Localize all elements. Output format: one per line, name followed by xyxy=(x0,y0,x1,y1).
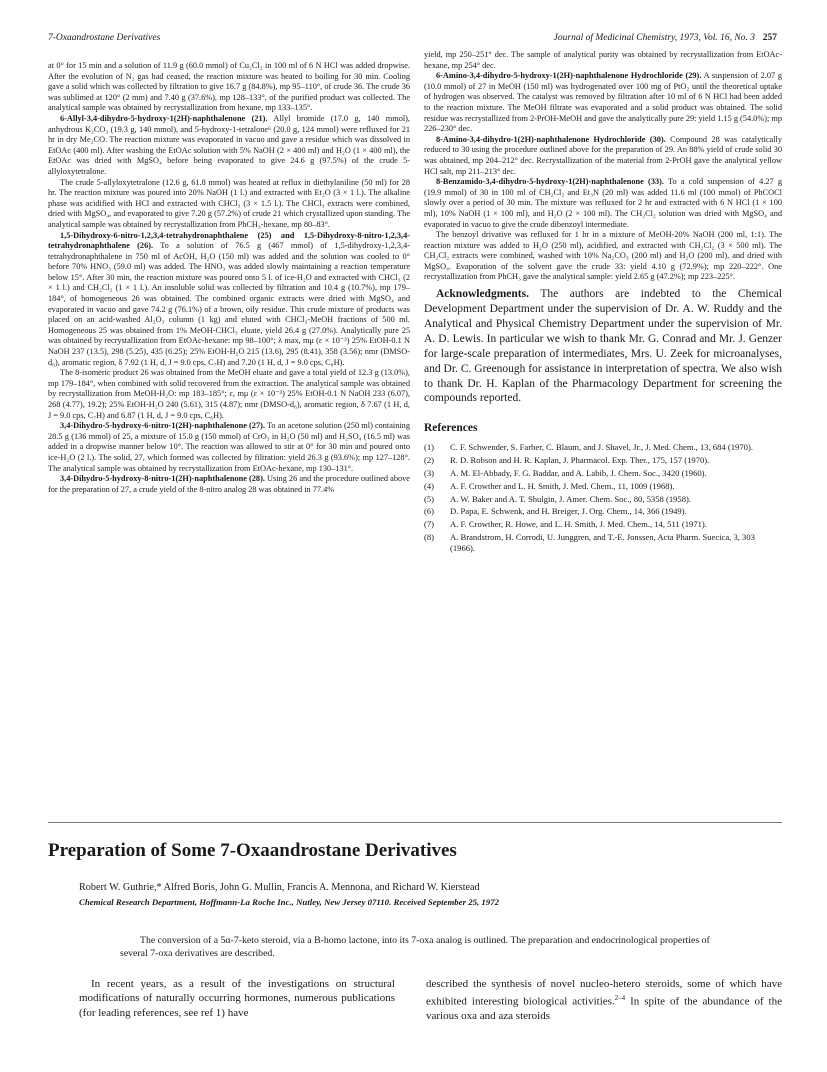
paragraph: The benzoyl drivative was refluxed for 1 hr in a mixture of MeOH-20% NaOH (200 ml, 1:1). The reaction mixture was added to H₂O (250 ml), acidified, and extracted with CH₂Cl₂ (3 × 500 ml). The CH₂Cl₂ extracts were combined, washed with 10% Na₂CO₃ (200 ml) and H₂O (200 ml), and dried with MgSO₄. Evaporation of the solvent gave the crude 33: yield 4.10 g (72.9%); mp 220–222°. One recrystallization from PhCH₃ gave the analytical sample: yield 2.65 g (47.2%); mp 223–225°. xyxy=(424,230,782,282)
acknowledgments-heading: Acknowledgments. xyxy=(436,288,529,301)
paragraph-body: To a cold suspension of 4.27 g (19.9 mmol) of 30 in 100 ml of CH₂Cl₂ and Et₃N (20 ml) was added 11.6 ml (100 mmol) of PhCOCl slowly over a period of 30 min. The mixture was refluxed for 2 hr and extracted with 6 N HCl (1 × 100 ml), 10% NaOH (1 × 100 ml), and H₂O (2 × 100 ml). The CH₂Cl₂ solution was dried with MgSO₄ and evaporated in vacuo to give the crude dibenzoyl intermediate. xyxy=(424,177,782,229)
reference-text: A. Brandstrom, H. Corrodi, U. Junggren, and T.-E. Jonssen, Acta Pharm. Suecica, 3, 303 (1966). xyxy=(450,532,755,554)
reference-number: (6) xyxy=(424,506,435,517)
paragraph xyxy=(424,71,782,135)
paragraph: at 0° for 15 min and a solution of 11.9 g (60.0 mmol) of Cu₂Cl₂ in 100 ml of 6 N HCl was added dropwise. After the evolution of N₂ gas had ceased, the reaction mixture was heated to boiling for 30 min. Cooling gave a solid which was collected by filtration to give 16.7 g (84.8%), mp 95–110°, of crude 36. The crude 36 was sublimed at 120° (2 mm) and 7.40 g (37.6%), mp 128–133°, of the purified product was collected. The analytical sample was obtained by recrystallization from hexane, mp 133–135°. xyxy=(48,61,410,113)
paragraph xyxy=(48,474,410,495)
paragraph xyxy=(48,231,410,369)
compound-heading: 6-Amino-3,4-dihydro-5-hydroxy-1(2H)-naphthalenone Hydrochloride (29). xyxy=(436,71,702,81)
compound-heading: 6-Allyl-3,4-dihydro-5-hydroxy-1(2H)-naphthalenone (21). xyxy=(60,113,268,123)
reference-text: A. M. El-Abbady, F. G. Baddar, and A. Labib, J. Chem. Soc., 3420 (1960). xyxy=(450,467,707,478)
compound-heading: 3,4-Dihydro-5-hydroxy-6-nitro-1(2H)-naphthalenone (27). xyxy=(60,421,265,431)
reference-number: (4) xyxy=(424,480,435,491)
intro-text-segment: described the synthesis of novel nucleo-hetero steroids, some of which have exhibited interesting biological activities. xyxy=(426,978,782,1009)
reference-text: R. D. Robson and H. R. Kaplan, J. Pharmacol. Exp. Ther., 175, 157 (1970). xyxy=(450,454,710,465)
reference-text: A. F. Crowther, R. Howe, and L. H. Smith, J. Med. Chem., 14, 511 (1971). xyxy=(450,519,707,530)
intro-text-segment: In spite of the abundance of the various oxa and aza steroids xyxy=(426,996,782,1023)
acknowledgments-body: The authors are indebted to the Chemical Development Department under the supervision of Dr. A. W. Ruddy and the Analytical and Physical Chemistry Department under the supervision of Mr. A. D. Lewis. In particular we wish to thank Mr. G. Conrad and Mr. J. Genzer for large-scale preparation of intermediates, Mrs. U. Zeek for microanalyses, and Dr. C. Greenough for assistance in interpretation of spectra. We also wish to thank Dr. H. Kaplan of the Pharmacology Department for screening the compounds reported. xyxy=(424,288,782,405)
reference-number: (5) xyxy=(424,493,435,504)
right-column xyxy=(424,50,782,556)
paragraph: The 8-isomeric product 26 was obtained from the MeOH eluate and gave a total yield of 12.3 g (13.0%), mp 179–184°, when combined with solid recovered from the extraction. The analytical sample was obtained by recrystallization from MeOH-H₂O: mp 183–185°; ε, mμ (ε × 10⁻³) 25% EtOH-0.1 N NaOH 233 (6.07), 268 (4.77), 19.2); 25% EtOH-H₂O 240 (5.61), 315 (4.87); nmr (DMSO-d₆), aromatic region, δ 7.67 (1 H, d, J = 9.0 cps, C₇H) and 6.87 (1 H, d, J = 9.0 cps, C₆H). xyxy=(48,368,410,420)
acknowledgments xyxy=(424,287,782,406)
reference-item xyxy=(424,468,782,479)
paragraph-body: To a solution of 76.5 g (467 mmol) of 1,5-dihydroxy-1,2,3,4-tetrahydronaphthalene in 750 ml of AcOH, H₂O (150 ml) was added and the solution was cooled to 0° before 70% HNO₃ (59.0 ml) was added. The HNO₃ was added slowly maintaining a reaction temperature below 15°. After 30 min, the reaction mixture was poured onto 5 l. of ice-H₂O and extracted with CHCl₃ (2 × 1 l.) and CH₂Cl₂ (1 × 1 l.). An insoluble solid was collected by filtration and 10.4 g (10.7%), mp 179–184°, of homogeneous 26 was obtained. The combined organic extracts were dried with MgSO₄ and evaporated in vacuo and gave 74.2 g (76.1%) of a brown, oily residue. This crude mixture of products was placed on an acid-washed Al₂O₃ column (1 kg) and eluted with CHCl₃-MeOH fractions of 500 ml. Homogeneous 25 was obtained from 1% MeOH-CHCl₃ eluate, yield 26.4 g (27.0%). Analytically pure 25 was obtained by recrystallization from EtOAc-hexane: mp 98–100°; λ max, mμ (ε × 10⁻³) 25% EtOH-0.1 N NaOH 237 (13.5), 298 (5.25), 435 (6.25); 25% EtOH-H₂O 215 (13.6), 295 (8.41), 358 (3.56); nmr (DMSO-d₆), aromatic region, δ 7.92 (1 H, d, J = 9.0 cps, C₇H) and 7.20 (1 H, d, J = 9.0 cps, C₈H). xyxy=(48,241,410,367)
paragraph-body: Using 26 and the procedure outlined above for the preparation of 27, a crude yield of the 8-nitro analog 28 was obtained in 77.4% xyxy=(48,474,410,494)
paragraph-body: A suspension of 2.07 g (10.0 mmol) of 27 in MeOH (150 ml) was hydrogenated over 100 mg of PtO₂ until the theoretical uptake of hydrogen was observed. The catalyst was removed by filtration after 10 ml of 6 N HCl had been added to the reaction mixture. The MeOH filtrate was evaporated and a solid product was obtained. The solid residue was recrystallized from 2-PrOH-MeOH and gave the analytically pure 29: yield 1.15 g (54.0%); mp 226–230° dec. xyxy=(424,71,782,134)
reference-text: A. F. Crowther and L. H. Smith, J. Med. Chem., 11, 1009 (1968). xyxy=(450,480,675,491)
abstract: The conversion of a 5α-7-keto steroid, via a B-homo lactone, into its 7-oxa analog is outlined. The preparation and endocrinological properties of several 7-oxa derivatives are described. xyxy=(120,935,710,959)
reference-number: (3) xyxy=(424,467,435,478)
paragraph xyxy=(424,177,782,230)
article-title: Preparation of Some 7-Oxaandrostane Derivatives xyxy=(48,840,457,861)
left-column xyxy=(48,61,410,495)
running-head xyxy=(48,33,777,47)
paragraph xyxy=(48,114,410,178)
running-head-left: 7-Oxaandrostane Derivatives xyxy=(48,33,161,43)
paragraph xyxy=(48,421,410,474)
citation-superscript: 2–4 xyxy=(614,994,626,1003)
page-number: 257 xyxy=(762,33,777,43)
reference-number: (8) xyxy=(424,532,435,543)
paragraph: yield, mp 250–251° dec. The sample of analytical purity was obtained by recrystallization from EtOAc-hexane, mp 254° dec. xyxy=(424,50,782,70)
affiliation: Chemical Research Department, Hoffmann-La Roche Inc., Nutley, New Jersey 07110. Received September 25, 1972 xyxy=(79,897,500,907)
references-heading: References xyxy=(424,422,478,435)
compound-heading: 3,4-Dihydro-5-hydroxy-8-nitro-1(2H)-naphthalenone (28). xyxy=(60,474,265,484)
author-list: Robert W. Guthrie,* Alfred Boris, John G. Mullin, Francis A. Mennona, and Richard W. Kierstead xyxy=(79,882,480,893)
intro-text-right xyxy=(426,977,782,1024)
reference-text: C. F. Schwender, S. Farber, C. Blaum, and J. Shavel, Jr., J. Med. Chem., 13, 684 (1970). xyxy=(450,441,753,452)
reference-text: D. Papa, E. Schwenk, and H. Breiger, J. Org. Chem., 14, 366 (1949). xyxy=(450,506,687,517)
reference-list xyxy=(424,442,782,554)
reference-number: (2) xyxy=(424,454,435,465)
reference-item xyxy=(424,506,782,517)
running-head-journal: Journal of Medicinal Chemistry, 1973, Vol. 16, No. 3 xyxy=(553,33,755,43)
reference-number: (7) xyxy=(424,519,435,530)
reference-item xyxy=(424,532,782,554)
reference-item xyxy=(424,494,782,505)
compound-heading: 8-Benzamido-3,4-dihydro-5-hydroxy-1(2H)-naphthalenone (33). xyxy=(436,177,664,187)
reference-item xyxy=(424,455,782,466)
paragraph-body: To an acetone solution (250 ml) containing 28.5 g (136 mmol) of 25, a mixture of 15.0 g (150 mmol) of CrO₃ in H₂O (50 ml) and H₂SO₄ (16.5 ml) was added in a dropwise manner below 10°. The reaction was allowed to stir at 0° for 30 min and poured onto ice-H₂O (2 l.). The solid, 27, which formed was collected by filtration: yield 26.3 g (93.6%); mp 127–128°. The analytical sample was obtained by recrystallization from EtOAc-hexane, mp 130–131°. xyxy=(48,421,410,473)
reference-item xyxy=(424,519,782,530)
section-divider xyxy=(48,822,782,823)
paragraph-body: Compound 28 was catalytically reduced to 30 using the procedure outlined above for the preparation of 29. An 88% yield of crude solid 30 was obtained, mp 204–212° dec. Recrystallization of the material from 2-PrOH gave the analytical yellow HCl salt, mp 211–213° dec. xyxy=(424,134,782,176)
reference-number: (1) xyxy=(424,441,435,452)
reference-item xyxy=(424,481,782,492)
intro-text-left: In recent years, as a result of the investigations on structural modifications of naturally occurring hormones, numerous publications (for leading references, see ref 1) have xyxy=(79,978,395,1019)
compound-heading: 1,5-Dihydroxy-6-nitro-1,2,3,4-tetrahydronaphthalene (25) and 1,5-Dihydroxy-8-nitro-1,2,3,4-tetrahydronaphthalene (26). xyxy=(48,230,410,251)
paragraph xyxy=(424,135,782,177)
paragraph-body: Allyl bromide (17.0 g, 140 mmol), anhydrous K₂CO₃ (19.3 g, 140 mmol), and 5-hydroxy-1-tetralone⁶ (20.0 g, 124 mmol) were refluxed for 21 hr in dry Me₂CO. The reaction mixture was evaporated in vacuo and gave a residue which was dissolved in EtOAc (400 ml). After washing the EtOAc solution with 5% NaOH (2 × 400 ml) and H₂O (1 × 400 ml), the EtOAc was dried with MgSO₄ before being evaporated to give 24.6 g (97.5%) of the crude 5-allyloxytetralone. xyxy=(48,113,410,176)
compound-heading: 8-Amino-3,4-dihydro-1(2H)-naphthalenone Hydrochloride (30). xyxy=(436,134,666,144)
paragraph: The crude 5-allyloxytetralone (12.6 g, 61.8 mmol) was heated at reflux in diethylaniline (50 ml) for 28 hr. The reaction mixture was poured into 20% NaOH (1 l.) and extracted with Et₂O (3 × 1 l.). The alkaline phase was acidified with HCl and extracted with CHCl₃ (3 × 1.5 l.). The CHCl₃ extracts were combined, dried with MgSO₄, and evaporated to give 7.20 g (57.2%) of crude 21 which crystallized upon standing. The analytical sample was obtained by recrystallization from PhCH₃-hexane, mp 80–83°. xyxy=(48,177,410,229)
reference-item xyxy=(424,442,782,453)
reference-text: A. W. Baker and A. T. Shulgin, J. Amer. Chem. Soc., 80, 5358 (1958). xyxy=(450,493,692,504)
